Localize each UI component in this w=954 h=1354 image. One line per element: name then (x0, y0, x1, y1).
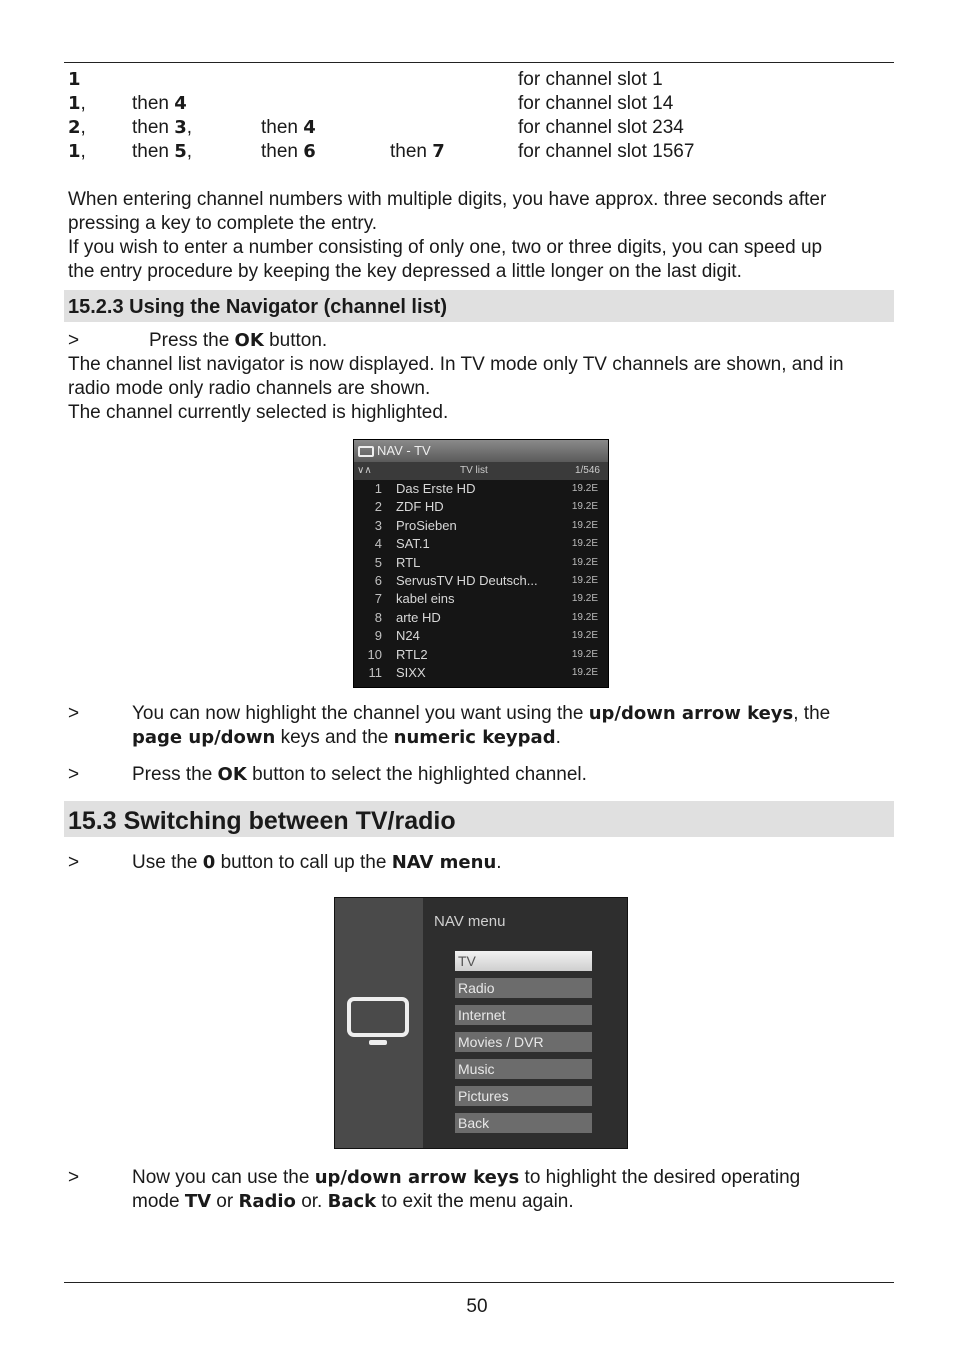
nav-tv-title: NAV - TV (377, 443, 431, 458)
zero-key-label: 0 (202, 852, 216, 873)
channel-number: 1 (374, 481, 382, 496)
slot-digit: 7 (432, 141, 445, 162)
instruction-text: You can now highlight the channel you want using the (132, 703, 589, 724)
channel-name: RTL (396, 554, 421, 570)
channel-number: 8 (374, 609, 382, 625)
slot-digit: 5 (174, 141, 187, 162)
slot-desc: for channel slot 1 (518, 69, 663, 90)
channel-number: 3 (374, 517, 382, 533)
then-label: then (132, 141, 175, 162)
page-number: 50 (466, 1296, 488, 1317)
slot-digit: 1 (68, 93, 81, 114)
text-line: If you wish to enter a number consisting of only one, two or three digits, you can speed up (68, 237, 823, 258)
channel-number: 9 (374, 628, 382, 644)
top-rule (64, 62, 894, 63)
channel-name: kabel eins (396, 591, 455, 607)
slot-row (68, 116, 888, 140)
channel-name: RTL2 (396, 646, 428, 662)
ok-step (68, 329, 898, 353)
instruction-text: . (555, 727, 561, 748)
nav-menu-label: NAV menu (391, 852, 497, 873)
section-heading: 15.3 Switching between TV/radio (68, 807, 456, 835)
nav-item-music[interactable]: Music (455, 1059, 592, 1079)
orbital-position: 19.2E (571, 483, 598, 494)
sep: , (186, 117, 193, 138)
tv-list-label: TV list (460, 465, 488, 476)
then-label: then (261, 117, 304, 138)
slot-desc: for channel slot 14 (518, 93, 674, 114)
bottom-rule (64, 1282, 894, 1283)
channel-row[interactable] (354, 609, 608, 627)
nav-menu-instruction (68, 851, 894, 875)
channel-number: 7 (374, 591, 382, 607)
slot-digit: 1 (68, 69, 81, 90)
instruction-text: Now you can use the (132, 1167, 315, 1188)
orbital-position: 19.2E (571, 501, 598, 513)
nav-item-radio[interactable]: Radio (455, 978, 592, 998)
intro-paragraph (68, 188, 898, 284)
channel-number: 11 (368, 664, 382, 680)
tv-list-subheader (354, 462, 608, 480)
orbital-position: 19.2E (571, 519, 598, 531)
sep: , (186, 141, 193, 162)
text-line: When entering channel numbers with multiple digits, you have approx. three seconds after (68, 189, 827, 210)
instruction-text: mode (132, 1191, 185, 1212)
channel-row[interactable] (354, 664, 608, 682)
channel-name: arte HD (396, 609, 441, 625)
instruction-text: to highlight the desired operating (519, 1167, 801, 1188)
channel-row[interactable] (354, 480, 608, 498)
channel-number: 6 (374, 572, 382, 588)
arrow-keys-label: up/down arrow keys (314, 1167, 520, 1188)
channel-list-screenshot (353, 439, 609, 688)
radio-mode-label: Radio (238, 1191, 296, 1212)
nav-menu-screenshot (334, 897, 628, 1149)
channel-row[interactable] (354, 554, 608, 572)
instruction-text: button to select the highlighted channel. (246, 764, 587, 785)
instruction-text: keys and the (275, 727, 394, 748)
sep: , (80, 141, 86, 162)
channel-name: SAT.1 (396, 536, 430, 552)
channel-name: ProSieben (396, 517, 457, 533)
arrow-keys-label: up/down arrow keys (588, 703, 794, 724)
bullet-marker: > (68, 764, 80, 785)
nav-menu-icon-panel (335, 898, 423, 1148)
instruction-text: to exit the menu again. (376, 1191, 574, 1212)
tv-icon (347, 997, 409, 1049)
instruction-text: Use the (132, 852, 203, 873)
channel-row[interactable] (354, 535, 608, 553)
channel-row[interactable] (354, 498, 608, 516)
nav-item-internet[interactable]: Internet (455, 1005, 592, 1025)
tv-list-count: 1/546 (574, 465, 600, 476)
orbital-position: 19.2E (571, 648, 598, 660)
orbital-position: 19.2E (571, 574, 598, 586)
bullet-marker: > (68, 852, 80, 873)
instruction-text: , the (793, 703, 831, 724)
tv-mode-label: TV (184, 1191, 212, 1212)
mode-instruction (68, 1166, 894, 1212)
orbital-position: 19.2E (571, 630, 598, 642)
slot-digit: 4 (303, 117, 316, 138)
numeric-keypad-label: numeric keypad (393, 727, 556, 748)
channel-row[interactable] (354, 572, 608, 590)
page-keys-label: page up/down (132, 727, 276, 748)
then-label: then (132, 117, 175, 138)
nav-item-movies-dvr[interactable]: Movies / DVR (455, 1032, 592, 1052)
instruction-text: Press the (132, 764, 218, 785)
nav-menu-title: NAV menu (434, 913, 506, 930)
channel-name: SIXX (396, 664, 426, 680)
orbital-position: 19.2E (571, 538, 598, 550)
tv-icon (358, 446, 374, 457)
instruction-text: or (211, 1191, 239, 1212)
channel-name: Das Erste HD (396, 481, 476, 496)
channel-row[interactable] (354, 646, 608, 664)
sort-arrows-icon: ∨∧ (357, 465, 372, 476)
slot-digit: 2 (68, 117, 81, 138)
channel-rows (354, 480, 608, 682)
nav-item-back[interactable]: Back (455, 1113, 592, 1133)
channel-number: 4 (374, 536, 382, 552)
channel-row[interactable] (354, 627, 608, 645)
channel-row[interactable] (354, 590, 608, 608)
channel-number: 10 (367, 646, 382, 662)
bullet-marker: > (68, 330, 80, 351)
text-line: the entry procedure by keeping the key depressed a little longer on the last digit. (68, 261, 742, 282)
then-label: then (132, 93, 175, 114)
slot-desc: for channel slot 234 (518, 117, 684, 138)
instruction-text: button to call up the (215, 852, 392, 873)
sep: , (80, 117, 86, 138)
orbital-position: 19.2E (571, 666, 598, 678)
instruction-text: . (496, 852, 502, 873)
section-heading-bar (64, 290, 894, 322)
channel-name: N24 (396, 628, 420, 644)
orbital-position: 19.2E (571, 611, 598, 623)
slot-digit: 4 (174, 93, 187, 114)
bullet-marker: > (68, 703, 80, 724)
channel-row[interactable] (354, 517, 608, 535)
slot-digit: 1 (68, 141, 81, 162)
back-label: Back (327, 1191, 377, 1212)
orbital-position: 19.2E (571, 593, 598, 605)
channel-number: 2 (374, 499, 382, 515)
orbital-position: 19.2E (571, 556, 598, 568)
text-line: The channel currently selected is highlighted. (68, 402, 449, 423)
text-line: The channel list navigator is now displayed. In TV mode only TV channels are shown, and in (68, 354, 844, 375)
text-line: pressing a key to complete the entry. (68, 213, 378, 234)
channel-number: 5 (374, 554, 382, 570)
step-text: button. (263, 330, 328, 351)
bullet-marker: > (68, 1167, 80, 1188)
highlight-instruction (68, 702, 894, 748)
nav-item-pictures[interactable]: Pictures (455, 1086, 592, 1106)
slot-row (68, 140, 888, 164)
slot-row (68, 92, 888, 116)
slot-digit: 3 (174, 117, 187, 138)
step-text: Press the (149, 330, 235, 351)
slot-digit: 6 (303, 141, 316, 162)
channel-name: ZDF HD (396, 499, 444, 515)
section-heading: 15.2.3 Using the Navigator (channel list) (68, 296, 447, 318)
sep: , (80, 93, 86, 114)
then-label: then (390, 141, 433, 162)
section-heading-bar (64, 801, 894, 837)
slot-row (68, 68, 888, 92)
select-instruction (68, 763, 894, 787)
nav-item-tv[interactable]: TV (455, 951, 592, 971)
slot-desc: for channel slot 1567 (518, 141, 695, 162)
navigator-description (68, 353, 898, 425)
channel-name: ServusTV HD Deutsch... (396, 572, 538, 588)
text-line: radio mode only radio channels are shown. (68, 378, 431, 399)
instruction-text: or. (295, 1191, 328, 1212)
ok-key-label: OK (234, 330, 264, 351)
nav-tv-header (354, 440, 608, 462)
then-label: then (261, 141, 304, 162)
ok-key-label: OK (217, 764, 247, 785)
